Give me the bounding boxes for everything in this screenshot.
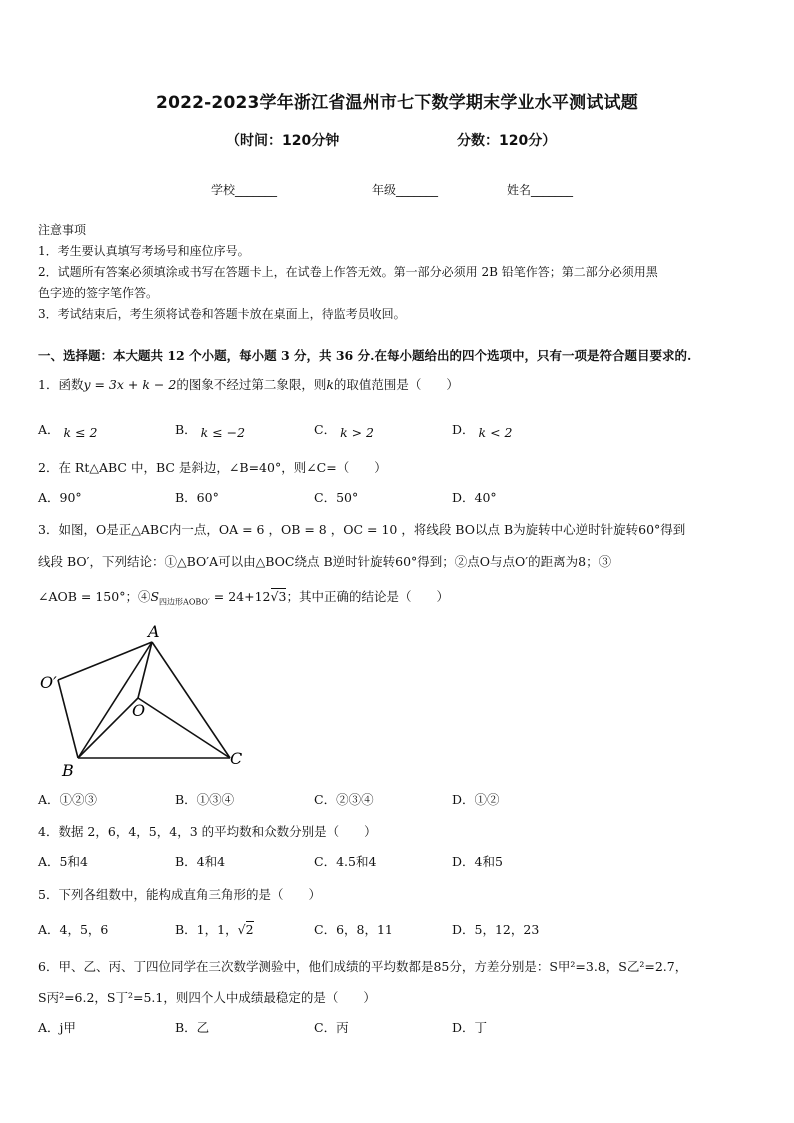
q2-option-d: D．40°: [452, 490, 497, 505]
exam-time: （时间：120分钟: [226, 133, 340, 149]
q3-option-a: A．①②③: [38, 792, 98, 807]
q1-mid: 的图象不经过第二象限，则: [176, 377, 327, 392]
school-field: 学校_______: [211, 183, 278, 197]
q3-option-d: D．①②: [452, 792, 500, 807]
seg-OC: [138, 698, 230, 758]
q6-option-b: B．乙: [175, 1020, 210, 1035]
seg-CA: [152, 642, 230, 758]
q1-option-c: C． k > 2: [314, 422, 375, 440]
q5-option-a: A．4，5，6: [38, 922, 109, 937]
q2-option-c: C．50°: [314, 490, 359, 505]
notes-heading: 注意事项: [38, 223, 87, 237]
note-2a: 2．试题所有答案必须填涂或书写在答题卡上，在试卷上作答无效。第一部分必须用 2B 铅笔作答；第二部分必须用黑: [38, 265, 658, 279]
q3-figure: [34, 618, 254, 783]
page-title: 2022-2023学年浙江省温州市七下数学期末学业水平测试试题: [156, 93, 638, 113]
name-field: 姓名_______: [507, 183, 574, 197]
q1-option-b: B． k ≤ −2: [175, 422, 246, 440]
q6-option-d: D．丁: [452, 1020, 488, 1035]
q4-option-b: B．4和4: [175, 854, 226, 869]
label-O-prime: O′: [40, 673, 57, 692]
q5-option-b: B．1，1，√2: [175, 922, 254, 937]
q5-option-c: C．6，8，11: [314, 922, 393, 937]
q4-option-d: D．4和5: [452, 854, 503, 869]
q4-option-a: A．5和4: [38, 854, 88, 869]
question-6-line2: S丙²=6.2，S丁²=5.1，则四个人中成绩最稳定的是（ ）: [38, 990, 376, 1005]
q1-formula: y = 3x + k − 2: [83, 377, 177, 392]
label-B: B: [62, 761, 74, 780]
q2-option-b: B．60°: [175, 490, 219, 505]
q1-pre: 1．函数: [38, 377, 84, 392]
label-C: C: [230, 749, 243, 768]
seg-AO: [138, 642, 152, 698]
exam-score: 分数：120分）: [457, 133, 557, 149]
q1-option-d: D． k < 2: [452, 422, 513, 440]
note-2b: 色字迹的签字笔作答。: [38, 286, 159, 300]
q3-option-b: B．①③④: [175, 792, 235, 807]
question-1: [38, 375, 459, 393]
seg-OB: [78, 698, 138, 758]
q1-k: k: [326, 377, 334, 392]
seg-O2B: [58, 680, 78, 758]
q6-option-c: C．丙: [314, 1020, 349, 1035]
q1-post: 的取值范围是（ ）: [333, 377, 459, 392]
question-6-line1: 6．甲、乙、丙、丁四位同学在三次数学测验中，他们成绩的平均数都是85分，方差分别是：S甲²=3.8，S乙²=2.7，: [38, 959, 688, 974]
question-5: 5．下列各组数中，能构成直角三角形的是（ ）: [38, 887, 321, 902]
q2-option-a: A．90°: [38, 490, 82, 505]
section-heading: 一、选择题：本大题共 12 个小题，每小题 3 分，共 36 分.在每小题给出的四个选项中，只有一项是符合题目要求的.: [38, 348, 692, 363]
q1-option-a: A． k ≤ 2: [38, 422, 98, 440]
q5-option-d: D．5，12，23: [452, 922, 540, 937]
note-3: 3．考试结束后，考生须将试卷和答题卡放在桌面上，待监考员收回。: [38, 307, 406, 321]
label-A: A: [148, 622, 160, 641]
question-4: 4．数据 2，6，4，5，4，3 的平均数和众数分别是（ ）: [38, 824, 377, 839]
question-3-line1: 3．如图，O是正△ABC内一点，OA = 6 ，OB = 8 ，OC = 10 ，将线段 BO以点 B为旋转中心逆时针旋转60°得到: [38, 522, 686, 537]
grade-field: 年级_______: [372, 183, 439, 197]
question-2: 2．在 Rt△ABC 中，BC 是斜边，∠B=40°，则∠C=（ ）: [38, 460, 387, 475]
seg-AO2: [58, 642, 152, 680]
note-1: 1．考生要认真填写考场号和座位序号。: [38, 244, 250, 258]
question-3-line2: 线段 BO′，下列结论：①△BO′A可以由△BOC绕点 B逆时针旋转60°得到；②点O与点O′的距离为8；③: [38, 554, 612, 569]
q4-option-c: C．4.5和4: [314, 854, 377, 869]
question-3-line3: ∠AOB = 150°；$④S_{四边形AOBO'} = 24+12√3$；其中正确的结论是（ ）: [38, 589, 449, 607]
label-O: O: [132, 701, 146, 720]
q6-option-a: A．j甲: [38, 1020, 76, 1035]
q3-option-c: C．②③④: [314, 792, 374, 807]
